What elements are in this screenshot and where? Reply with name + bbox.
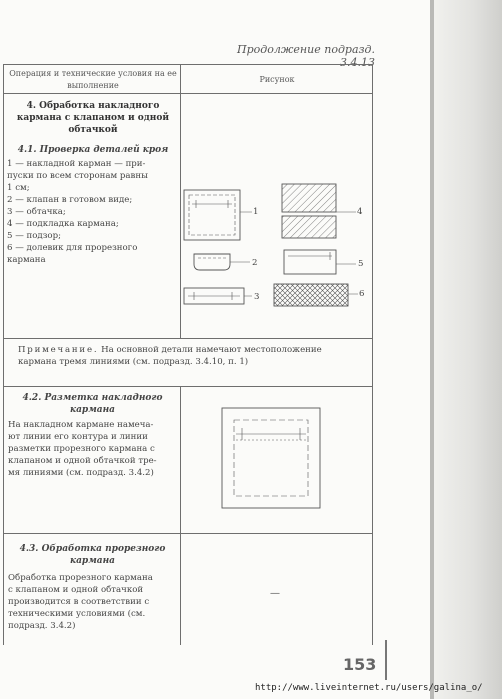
text-line: На накладном кармане намеча-: [8, 420, 154, 430]
list-item: 2 — клапан в готовом виде;: [7, 195, 133, 205]
list-item: 3 — обтачка;: [7, 207, 66, 217]
underflap-piece: [284, 250, 336, 274]
source-url-watermark: http://www.liveinternet.ru/users/galina_o/: [255, 683, 483, 693]
figure-placeholder-dash: —: [270, 588, 280, 599]
section-4-1-subtitle: 4.1. Проверка деталей кроя: [17, 145, 169, 155]
page-number: 153: [343, 655, 377, 674]
column-header-operation: Операция и технические условия на ее выполнение: [9, 69, 177, 90]
section-4-3-text: [8, 572, 178, 632]
column-header-figure: Рисунок: [259, 75, 295, 84]
flap-piece: [194, 254, 230, 270]
section-4-items: [7, 158, 177, 266]
figure-label-6: 6: [359, 289, 365, 299]
figure-label-2: 2: [252, 258, 258, 268]
text-line: клапаном и одной обтачкой тре-: [8, 456, 157, 466]
section-4-2-text: [8, 419, 178, 479]
page-gutter-shadow: [430, 0, 502, 699]
text-line: подразд. 3.4.2): [8, 621, 76, 631]
section-4-2-title-line2: кармана: [70, 405, 115, 415]
note-text-line1: На основной детали намечают местоположение: [98, 345, 322, 355]
list-item: 5 — подзор;: [7, 231, 61, 241]
section-4-3-title-line1: 4.3. Обработка прорезного: [19, 544, 166, 554]
list-item: 1 см;: [7, 183, 30, 193]
list-item: 6 — долевик для прорезного: [7, 243, 138, 253]
page-number-bar: [385, 640, 387, 680]
section-4-title: 4. Обработка накладного кармана с клапаном и одной обтачкой: [16, 101, 170, 135]
lining-piece: [282, 184, 336, 212]
section-4-3-title: [10, 543, 175, 567]
section-4-2-title-line1: 4.2. Разметка накладного: [22, 393, 163, 403]
text-line: техническими условиями (см.: [8, 609, 146, 619]
section-4-2-title: [10, 392, 175, 416]
figure-label-3: 3: [254, 292, 260, 302]
continuation-heading: Продолжение подразд. 3.4.13: [237, 43, 375, 69]
pocket-piece: [184, 190, 240, 240]
lengthwise-strip-piece: [274, 284, 348, 306]
note-label: Примечание.: [18, 345, 99, 355]
list-item: 1 — накладной карман — при-: [7, 159, 146, 169]
note-text-line2: кармана тремя линиями (см. подразд. 3.4.10, п. 1): [18, 357, 249, 367]
text-line: разметки прорезного кармана с: [8, 444, 155, 454]
text-line: Обработка прорезного кармана: [8, 573, 153, 583]
section-4-3-title-line2: кармана: [70, 556, 115, 566]
marked-pocket-figure: [180, 386, 372, 534]
figure-label-1: 1: [253, 207, 259, 217]
list-item: кармана: [7, 255, 46, 265]
list-item: 4 — подкладка кармана;: [7, 219, 119, 229]
text-line: мя линиями (см. подразд. 3.4.2): [8, 468, 154, 478]
text-line: ют линии его контура и линии: [8, 432, 148, 442]
page-edge: [430, 0, 434, 699]
figure-label-5: 5: [358, 259, 364, 269]
note-block: [18, 344, 368, 368]
list-item: пуски по всем сторонам равны: [7, 171, 148, 181]
text-line: с клапаном и одной обтачкой: [8, 585, 144, 595]
text-line: производится в соответствии с: [8, 597, 150, 607]
pattern-pieces-figure: [180, 178, 372, 318]
figure-label-4: 4: [357, 207, 363, 217]
